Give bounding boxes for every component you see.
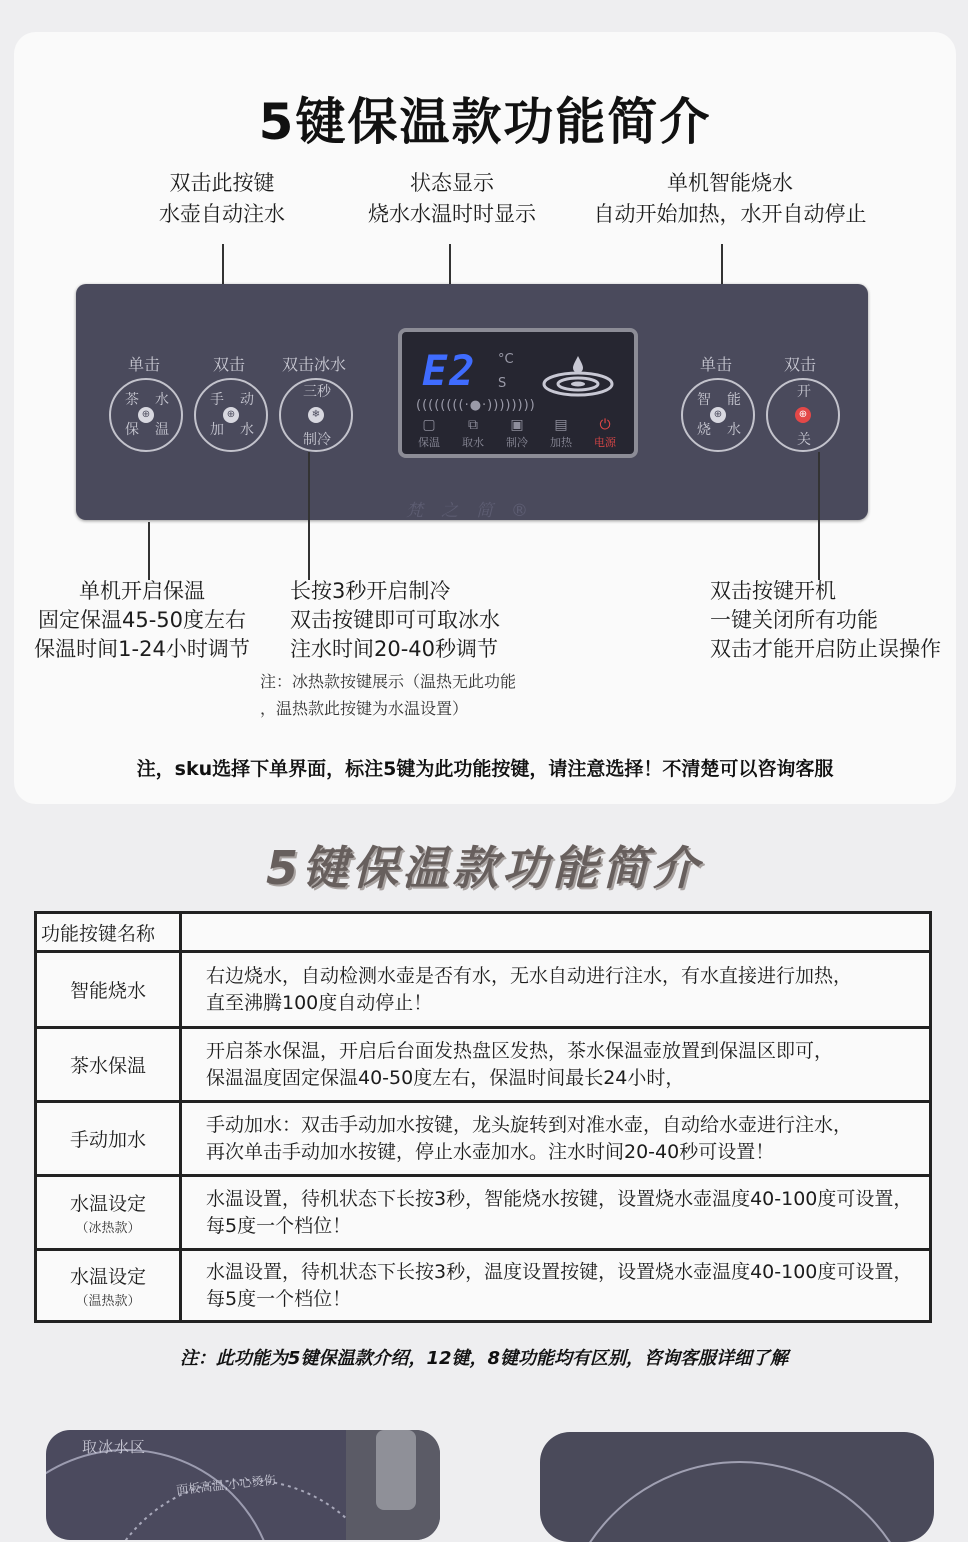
cooling-icon: ▣ 制冷 [506, 417, 528, 449]
control-panel [76, 284, 868, 520]
brand-logo: 梵之简® [406, 501, 546, 521]
callout-status-display: 状态显示 烧水水温时时显示 [368, 171, 536, 226]
callout-manual-fill: 双击此按键 水壶自动注水 [159, 171, 285, 226]
product-photo-right [540, 1432, 934, 1542]
snowflake-icon: ❄ [308, 407, 324, 423]
connector-line [818, 452, 820, 580]
function-table [34, 911, 932, 1323]
function-name: 水温设定 （冰热款） [36, 1176, 181, 1250]
panel-label: 单击 [700, 355, 733, 374]
callout-power: 双击按键开机 一键关闭所有功能 双击才能开启防止误操作 [710, 579, 941, 661]
heating-ring-graphic [540, 1432, 934, 1542]
table-row [36, 1250, 931, 1322]
table-row [36, 1028, 931, 1102]
function-name: 茶水保温 [36, 1028, 181, 1102]
function-description: 水温设置，待机状态下长按3秒，温度设置按键，设置烧水壶温度40-100度可设置， 每5度一个档位！ [181, 1250, 931, 1322]
table-header-cell: 功能按键名称 [36, 913, 181, 952]
hot-surface-warning: 面板高温,小心烫伤 [175, 1472, 277, 1498]
power-dot-icon: ⊕ [795, 407, 811, 423]
unit-celsius: °C [498, 352, 514, 367]
callout-cooling: 长按3秒开启制冷 双击按键即可可取冰水 注水时间20-40秒调节 [290, 579, 500, 661]
keep-warm-icon: ▢ 保温 [418, 417, 440, 449]
key-variant-note: 注：冰热款按键展示（温热无此功能 ，温热款此按键为水温设置） [260, 672, 517, 718]
function-name: 水温设定 （温热款） [36, 1250, 181, 1322]
draw-water-icon: ⧉ 取水 [462, 417, 484, 449]
connector-line [308, 452, 310, 580]
panel-label: 双击冰水 [282, 355, 347, 374]
product-photo-left [46, 1430, 440, 1540]
feature-card [14, 32, 956, 804]
sku-note: 注，sku选择下单界面，标注5键为此功能按键，请注意选择！不清楚可以咨询客服 [136, 758, 834, 780]
section-title: 5键保温款功能简介 [265, 841, 702, 895]
button-center-icon: ⊕ [223, 407, 239, 423]
panel-label: 双击 [784, 355, 817, 374]
function-name: 智能烧水 [36, 952, 181, 1028]
model-difference-note: 注：此功能为5键保温款介绍，12键，8键功能均有区别，咨询客服详细了解 [179, 1348, 789, 1369]
function-description: 右边烧水，自动检测水壶是否有水，无水自动进行注水，有水直接进行加热， 直至沸腾100度自动停止！ [181, 952, 931, 1028]
function-description: 开启茶水保温，开启后台面发热盘区发热，茶水保温壶放置到保温区即可， 保温温度固定保温40-50度左右，保温时间最长24小时， [181, 1028, 931, 1102]
table-row [36, 1176, 931, 1250]
function-description: 水温设置，待机状态下长按3秒，智能烧水按键，设置烧水壶温度40-100度可设置， 每5度一个档位！ [181, 1176, 931, 1250]
connector-line [148, 522, 150, 580]
water-drop-icon [540, 354, 616, 398]
power-button[interactable]: 开 关 ⊕ [766, 378, 840, 452]
function-name: 手动加水 [36, 1102, 181, 1176]
panel-label: 单击 [128, 355, 161, 374]
button-center-icon: ⊕ [710, 407, 726, 423]
table-header-row [36, 913, 931, 952]
table-row [36, 1102, 931, 1176]
page-title: 5键保温款功能简介 [258, 93, 712, 151]
function-description: 手动加水：双击手动加水按键，龙头旋转到对准水壶，自动给水壶进行注水， 再次单击手动加水按键，停止水壶加水。注水时间20-40秒可设置！ [181, 1102, 931, 1176]
table-row [36, 952, 931, 1028]
button-center-icon: ⊕ [138, 407, 154, 423]
unit-seconds: S [498, 376, 507, 391]
table-header-empty [181, 913, 931, 952]
temperature-readout: E2 [422, 346, 477, 395]
heating-icon: ▤ 加热 [550, 417, 572, 449]
smart-boil-button[interactable]: 智 能 烧 水 ⊕ [681, 378, 755, 452]
level-bars: ((((((((·●·)))))))) [416, 398, 536, 413]
power-icon: ⏻ 电源 [594, 417, 616, 449]
callout-keep-warm: 单机开启保温 固定保温45-50度左右 保温时间1-24小时调节 [34, 579, 250, 661]
display-icon-row [410, 416, 628, 452]
status-display [398, 328, 638, 458]
tea-keep-warm-button[interactable]: 茶 水 保 温 ⊕ [109, 378, 183, 452]
ice-water-button[interactable]: 三秒 制冷 ❄ [279, 378, 353, 452]
ice-water-zone-label: 取冰水区 [82, 1438, 147, 1456]
manual-fill-button[interactable]: 手 动 加 水 ⊕ [194, 378, 268, 452]
panel-label: 双击 [213, 355, 246, 374]
callout-smart-boil: 单机智能烧水 自动开始加热，水开自动停止 [593, 171, 867, 226]
